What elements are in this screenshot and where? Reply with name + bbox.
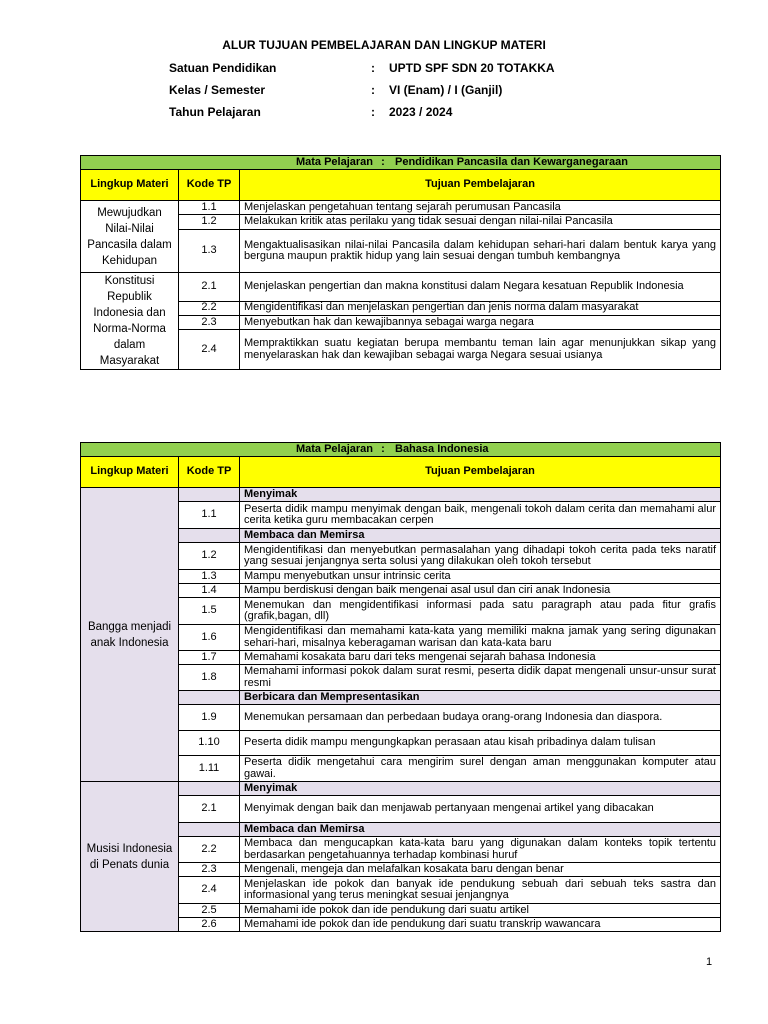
subsection-kode-cell [179,782,240,796]
subject-row [81,156,721,170]
meta-row-satuan [169,57,555,79]
meta-colon: : [371,105,375,119]
tujuan-pembelajaran: Memahami ide pokok dan ide pendukung dari suatu transkrip wawancara [240,918,721,932]
tujuan-pembelajaran: Mampu menyebutkan unsur intrinsic cerita [240,570,721,584]
subsection-title: Membaca dan Memirsa [240,823,721,837]
meta-label: Tahun Pelajaran [169,105,261,119]
kode-tp: 1.1 [179,502,240,529]
subject-colon: : [381,442,385,455]
tujuan-pembelajaran: Melakukan kritik atas perilaku yang tidak sesuai dengan nilai-nilai Pancasila [240,215,721,230]
header-tujuan: Tujuan Pembelajaran [240,170,721,201]
tujuan-pembelajaran: Menemukan persamaan dan perbedaan budaya orang-orang Indonesia dan diaspora. [240,705,721,731]
page-number: 1 [706,956,713,968]
tujuan-pembelajaran: Memahami ide pokok dan ide pendukung dari suatu artikel [240,904,721,918]
subsection-kode-cell [179,529,240,543]
tujuan-pembelajaran: Memahami informasi pokok dalam surat resmi, peserta didik dapat mengenali unsur-unsur surat resmi [240,665,721,691]
tujuan-pembelajaran: Memahami kosakata baru dari teks mengenai sejarah bahasa Indonesia [240,651,721,665]
subject-name: Pendidikan Pancasila dan Kewarganegaraan [395,155,628,168]
tujuan-pembelajaran: Menyimak dengan baik dan menjawab pertanyaan mengenai artikel yang dibacakan [240,796,721,823]
tujuan-pembelajaran: Mengidentifikasi dan menjelaskan pengertian dan jenis norma dalam masyarakat [240,301,721,315]
subject-label: Mata Pelajaran [295,155,373,168]
header-lingkup: Lingkup Materi [81,457,179,488]
subject-line [85,444,716,456]
kode-tp: 2.2 [179,837,240,863]
kode-tp: 2.6 [179,918,240,932]
kode-tp: 1.3 [179,570,240,584]
tujuan-pembelajaran: Menjelaskan pengetahuan tentang sejarah perumusan Pancasila [240,201,721,215]
meta-row-tahun [169,101,555,123]
subsection-kode-cell [179,823,240,837]
tujuan-pembelajaran: Mengenali, mengeja dan melafalkan kosakata baru dengan benar [240,863,721,877]
subsection-row [81,488,721,502]
subject-cell [81,156,721,170]
kode-tp: 1.4 [179,584,240,598]
header-lingkup: Lingkup Materi [81,170,179,201]
subsection-title: Berbicara dan Mempresentasikan [240,691,721,705]
meta-label: Satuan Pendidikan [169,61,277,75]
tujuan-pembelajaran: Menjelaskan ide pokok dan banyak ide pendukung sebuah dari sebuah teks sastra dan informasional yang terus meningkat sesuai jenjangnya [240,877,721,904]
subsection-title: Menyimak [240,782,721,796]
kode-tp: 2.2 [179,301,240,315]
kode-tp: 1.6 [179,625,240,651]
tujuan-pembelajaran: Menemukan dan mengidentifikasi informasi pada satu paragraph atau pada fitur grafis (grafik,bagan, dll) [240,598,721,625]
subsection-title: Menyimak [240,488,721,502]
tujuan-pembelajaran: Peserta didik mampu mengungkapkan perasaan atau kisah pribadinya dalam tulisan [240,731,721,756]
subsection-kode-cell [179,691,240,705]
meta-value: VI (Enam) / I (Ganjil) [389,83,503,97]
kode-tp: 1.8 [179,665,240,691]
subsection-kode-cell [179,488,240,502]
kode-tp: 1.3 [179,230,240,273]
meta-value: 2023 / 2024 [389,105,453,119]
kode-tp: 1.5 [179,598,240,625]
kode-tp: 1.1 [179,201,240,215]
tujuan-pembelajaran: Membaca dan mengucapkan kata-kata baru yang digunakan dalam konteks topik tertentu berdasarkan pengetahuannya terhadap kombinasi huruf [240,837,721,863]
table-ppkn [80,155,721,370]
tujuan-pembelajaran: Peserta didik mampu menyimak dengan baik, mengenali tokoh dalam cerita dan memahami alur cerita ketika guru membacakan cerpen [240,502,721,529]
meta-label: Kelas / Semester [169,83,266,97]
tujuan-pembelajaran: Mampu berdiskusi dengan baik mengenai asal usul dan ciri anak Indonesia [240,584,721,598]
kode-tp: 2.5 [179,904,240,918]
header-kode: Kode TP [179,457,240,488]
tujuan-pembelajaran: Peserta didik mengetahui cara mengirim surel dengan aman menggunakan komputer atau gawai. [240,756,721,782]
subject-colon: : [381,155,385,168]
kode-tp: 1.11 [179,756,240,782]
kode-tp: 2.1 [179,273,240,302]
kode-tp: 2.3 [179,863,240,877]
subject-line [85,157,716,169]
subject-label: Mata Pelajaran [295,442,373,455]
kode-tp: 1.2 [179,215,240,230]
table-bahasa-indonesia [80,442,721,932]
tp-row [81,273,721,302]
kode-tp: 2.1 [179,796,240,823]
tujuan-pembelajaran: Mengidentifikasi dan memahami kata-kata yang memiliki makna jamak yang sering digunakan sehari-hari, misalnya keberagaman warisan dan kata-kata baru [240,625,721,651]
kode-tp: 1.2 [179,543,240,570]
meta-value: UPTD SPF SDN 20 TOTAKKA [389,61,555,75]
kode-tp: 1.10 [179,731,240,756]
meta-colon: : [371,61,375,75]
subject-name: Bahasa Indonesia [395,442,489,455]
document-meta [169,57,555,123]
tujuan-pembelajaran: Menjelaskan pengertian dan makna konstitusi dalam Negara kesatuan Republik Indonesia [240,273,721,302]
lingkup-materi-cell: Konstitusi Republik Indonesia dan Norma-Norma dalam Masyarakat [81,273,179,370]
kode-tp: 2.4 [179,330,240,370]
subject-row [81,443,721,457]
subsection-row [81,782,721,796]
lingkup-materi-cell: Musisi Indonesia di Penats dunia [81,782,179,932]
tp-row [81,201,721,215]
meta-row-kelas [169,79,555,101]
tujuan-pembelajaran: Menyebutkan hak dan kewajibannya sebagai warga negara [240,315,721,329]
lingkup-materi-cell: Mewujudkan Nilai-Nilai Pancasila dalam Kehidupan [81,201,179,273]
kode-tp: 1.9 [179,705,240,731]
subject-cell [81,443,721,457]
column-header-row [81,457,721,488]
kode-tp: 1.7 [179,651,240,665]
tujuan-pembelajaran: Mengidentifikasi dan menyebutkan permasalahan yang dihadapi tokoh cerita pada teks naratif yang sesuai jenjangnya serta solusi yang dilakukan oleh tokoh tersebut [240,543,721,570]
meta-colon: : [371,83,375,97]
subsection-title: Membaca dan Memirsa [240,529,721,543]
tujuan-pembelajaran: Mempraktikkan suatu kegiatan berupa membantu teman lain agar menunjukkan sikap yang menyelaraskan hak dan kewajiban sebagai warga Negara sesuai usianya [240,330,721,370]
kode-tp: 2.4 [179,877,240,904]
lingkup-materi-cell: Bangga menjadi anak Indonesia [81,488,179,782]
kode-tp: 2.3 [179,315,240,329]
header-tujuan: Tujuan Pembelajaran [240,457,721,488]
header-kode: Kode TP [179,170,240,201]
document-title: ALUR TUJUAN PEMBELAJARAN DAN LINGKUP MATERI [222,38,546,52]
column-header-row [81,170,721,201]
tujuan-pembelajaran: Mengaktualisasikan nilai-nilai Pancasila dalam kehidupan sehari-hari dalam bentuk karya yang berguna maupun praktik hidup yang lain sesuai dengan tumbuh kembangnya [240,230,721,273]
